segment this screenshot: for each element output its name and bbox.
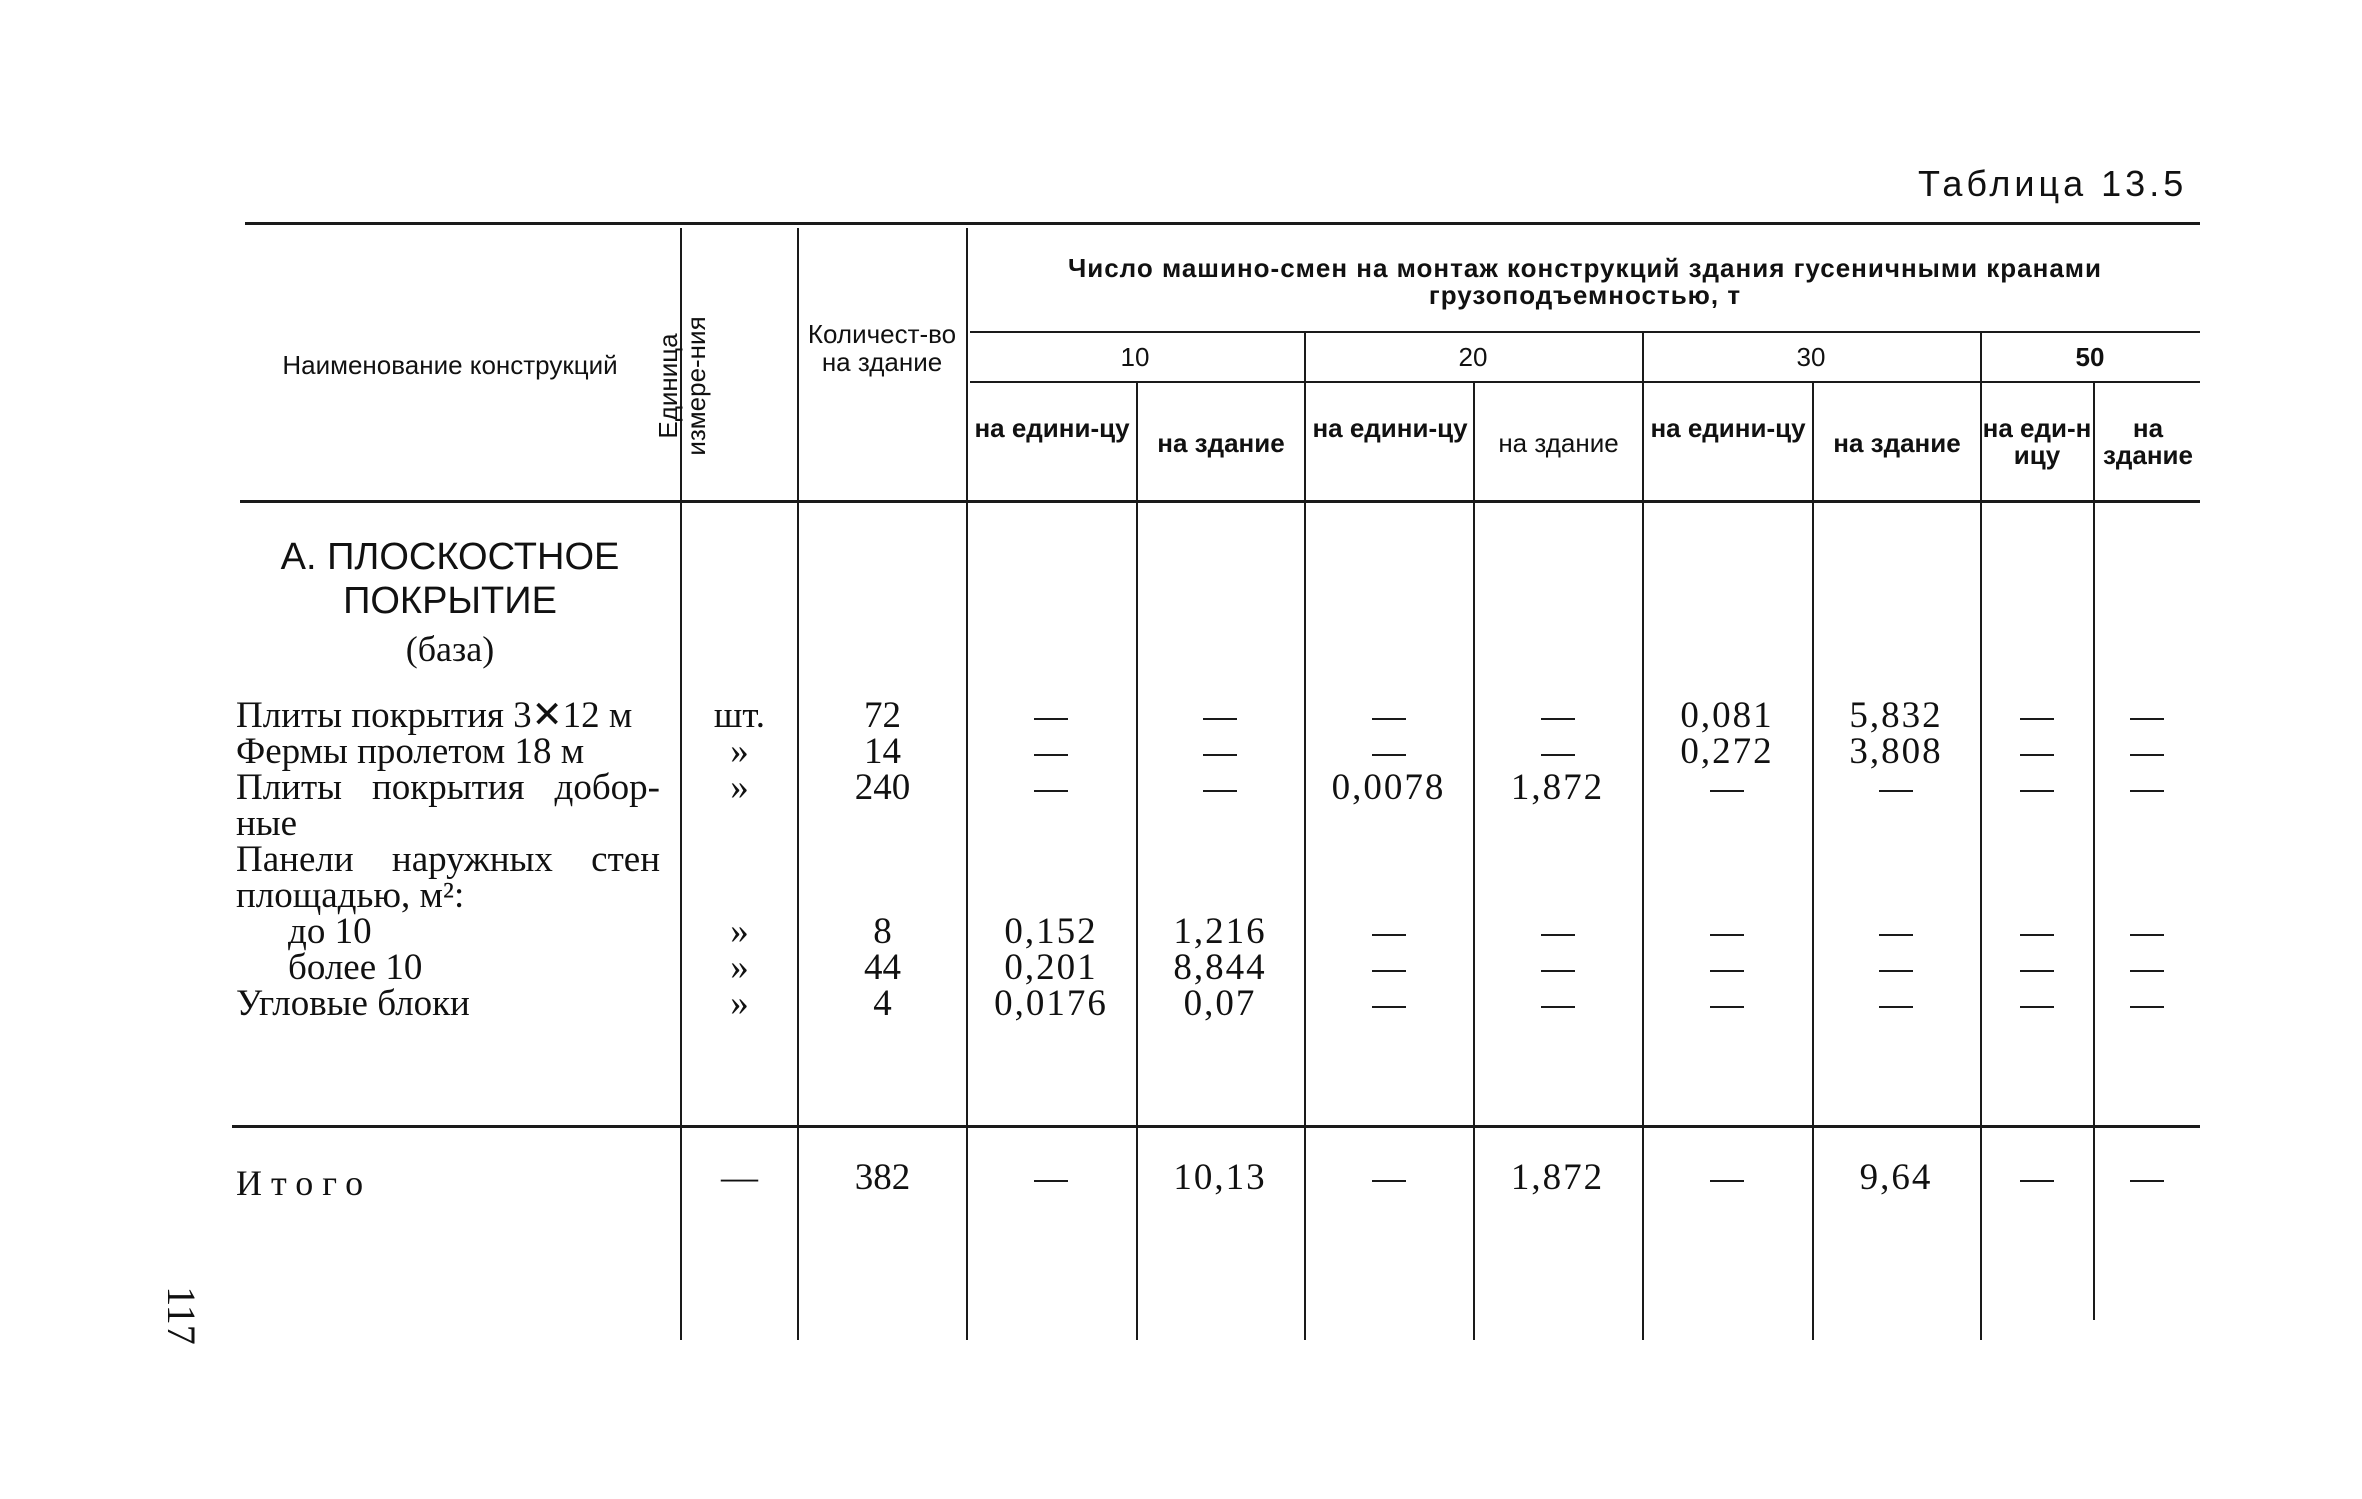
dash-cell [1710, 1180, 1744, 1182]
subheader-per-building-50: на здание [2102, 413, 2194, 470]
dash-cell [1879, 934, 1913, 936]
row-name: Плиты покрытия 3✕12 м [236, 695, 633, 736]
capacity-20: 20 [1458, 342, 1488, 372]
table-label: Таблица 13.5 [1918, 163, 2188, 204]
header-quantity-text: Количест-во на здание [807, 319, 957, 377]
value-cell: 1,216 [1173, 911, 1267, 952]
dash-cell [1372, 970, 1406, 972]
header-main-caption: Число машино-смен на монтаж конструкций здания гусеничными кранами грузоподъемностью, т [1067, 253, 2103, 310]
row-name: Угловые блоки [236, 983, 470, 1024]
row-quantity: 14 [864, 731, 901, 772]
dash-cell [1710, 1006, 1744, 1008]
dash-cell [2020, 718, 2054, 720]
dash-cell [1879, 790, 1913, 792]
dash-cell [2130, 790, 2164, 792]
total-value-cell: 9,64 [1859, 1157, 1933, 1198]
row-quantity: 4 [873, 983, 892, 1024]
column-divider [1304, 333, 1306, 1340]
dash-cell [2130, 1180, 2164, 1182]
dash-cell [1710, 934, 1744, 936]
dash-cell [1034, 790, 1068, 792]
dash-cell [1541, 934, 1575, 936]
dash-cell [2130, 754, 2164, 756]
dash-cell [1541, 1006, 1575, 1008]
value-cell: 0,152 [1004, 911, 1098, 952]
dash-cell [2020, 970, 2054, 972]
dash-cell [1372, 1180, 1406, 1182]
total-value-cell: 10,13 [1173, 1157, 1267, 1198]
row-name: Фермы пролетом 18 м [236, 731, 585, 772]
row-unit: » [730, 947, 749, 988]
dash-cell [1710, 970, 1744, 972]
page-number: 117 [158, 1286, 204, 1345]
total-quantity: 382 [854, 1157, 911, 1198]
subheader-per-unit: на едини-цу [1650, 413, 1806, 443]
dash-cell [1879, 970, 1913, 972]
section-subtitle: (база) [405, 629, 495, 669]
row-quantity: 8 [873, 911, 892, 952]
dash-cell [1541, 718, 1575, 720]
dash-cell [2020, 1006, 2054, 1008]
total-top-rule [232, 1125, 2200, 1128]
dash-cell [2020, 754, 2054, 756]
capacity-50: 50 [2075, 342, 2105, 372]
dash-cell [2020, 1180, 2054, 1182]
row-name-cont: ные [236, 803, 298, 844]
value-cell: 0,07 [1183, 983, 1257, 1024]
dash-cell [1203, 790, 1237, 792]
dash-cell [2130, 934, 2164, 936]
value-cell: 0,081 [1680, 695, 1774, 736]
dash-cell [1034, 718, 1068, 720]
value-cell: 5,832 [1849, 695, 1943, 736]
subheader-per-building: на здание [1833, 428, 1961, 458]
subheader-per-unit: на едини-цу [974, 413, 1130, 443]
dash-cell [1710, 790, 1744, 792]
row-name: до 10 [288, 911, 372, 952]
value-cell: 1,872 [1510, 767, 1605, 808]
value-cell: 0,272 [1680, 731, 1774, 772]
dash-cell [1372, 754, 1406, 756]
row-quantity: 72 [864, 695, 901, 736]
dash-cell [1541, 970, 1575, 972]
dash-cell [1372, 934, 1406, 936]
row-unit: » [730, 767, 749, 808]
column-divider [1136, 383, 1138, 1340]
dash-cell [1372, 1006, 1406, 1008]
total-unit: — [721, 1157, 758, 1198]
subheader-per-unit-50: на еди-ницу [1982, 413, 2092, 470]
row-name: Панели наружных стен [236, 839, 660, 880]
header-bottom-rule [240, 500, 2200, 503]
subheader-per-unit: на едини-цу [1312, 413, 1468, 443]
value-cell: 3,808 [1849, 731, 1943, 772]
row-name: более 10 [288, 947, 423, 988]
dash-cell [1034, 754, 1068, 756]
row-unit: » [730, 911, 749, 952]
dash-cell [1372, 718, 1406, 720]
dash-cell [1203, 718, 1237, 720]
row-name-cont: площадью, м²: [236, 875, 465, 916]
header-unit-column: Единица измере-ния [653, 316, 711, 456]
caption-rule [970, 331, 2200, 333]
column-divider [1812, 383, 1814, 1340]
subheader-per-building: на здание [1157, 428, 1285, 458]
column-divider [966, 228, 968, 1340]
row-name: Плиты покрытия добор- [236, 767, 660, 808]
total-label: Итого [236, 1163, 373, 1203]
table-top-rule [245, 222, 2200, 225]
dash-cell [1203, 754, 1237, 756]
header-name-column: Наименование конструкций [282, 350, 618, 380]
row-unit: » [730, 983, 749, 1024]
column-divider [1473, 383, 1475, 1340]
row-unit: шт. [713, 695, 766, 736]
dash-cell [2130, 1006, 2164, 1008]
value-cell: 0,201 [1004, 947, 1098, 988]
header-quantity-column [800, 320, 964, 376]
column-divider [2093, 383, 2095, 1320]
dash-cell [1879, 1006, 1913, 1008]
section-title-cont: ПОКРЫТИЕ [343, 580, 557, 622]
row-unit: » [730, 731, 749, 772]
value-cell: 0,0078 [1331, 767, 1446, 808]
row-quantity: 44 [864, 947, 901, 988]
dash-cell [1034, 1180, 1068, 1182]
capacity-30: 30 [1796, 342, 1826, 372]
row-quantity: 240 [854, 767, 911, 808]
column-divider [1980, 333, 1982, 1340]
dash-cell [1541, 754, 1575, 756]
total-value-cell: 1,872 [1510, 1157, 1605, 1198]
capacity-10: 10 [1120, 342, 1150, 372]
value-cell: 8,844 [1173, 947, 1267, 988]
value-cell: 0,0176 [994, 983, 1108, 1024]
dash-cell [2130, 718, 2164, 720]
dash-cell [2020, 790, 2054, 792]
dash-cell [2130, 970, 2164, 972]
column-divider [1642, 333, 1644, 1340]
dash-cell [2020, 934, 2054, 936]
section-title: А. ПЛОСКОСТНОЕ [280, 536, 620, 578]
subheader-per-building: на здание [1498, 428, 1619, 458]
capacity-rule [970, 381, 2200, 383]
